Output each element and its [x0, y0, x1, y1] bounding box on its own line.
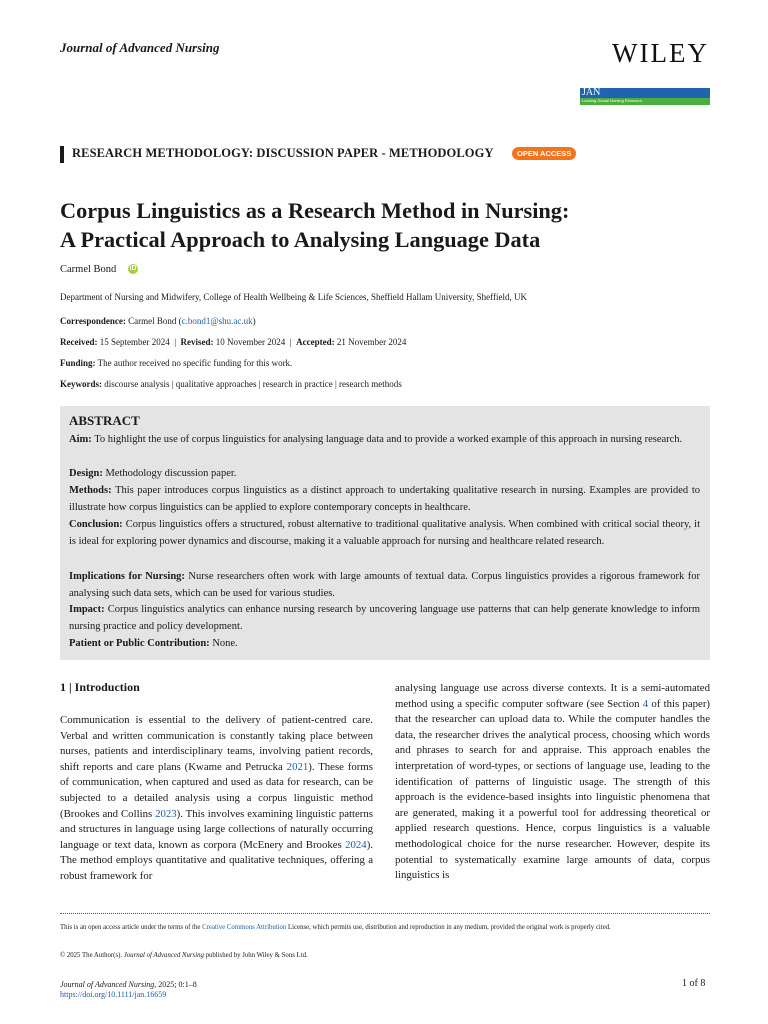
footer-volume: , 2025; 0:1–8: [154, 980, 197, 989]
keywords-label: Keywords:: [60, 379, 102, 389]
abstract-design: [69, 465, 700, 482]
received-date: 15 September 2024: [99, 337, 170, 347]
implications-text: Nurse researchers often work with large amounts of textual data. Corpus linguistics provides a rigorous framework for analysing such data sets, which can be used for various studies.: [69, 571, 701, 599]
abstract-public-contribution: [69, 635, 700, 652]
body-text: ). These forms of communication, when captured and used as data for research, can be subjected to a detailed analysis using a corpus linguistic method (Brookes and Collins: [60, 760, 373, 820]
license-text: License, which permits use, distribution and reproduction in any medium, provided the original work is properly cited.: [286, 924, 611, 931]
body-text: ). This involves examining linguistic patterns and structures in language using large collections of naturally occurring language or text data, known as corpora (McEnery and Brookes: [60, 807, 373, 851]
footer-journal: Journal of Advanced Nursing: [60, 980, 155, 989]
copyright-note: [60, 950, 710, 962]
funding-text: The author received no specific funding for this work.: [97, 358, 293, 368]
abstract-impact: [69, 601, 700, 635]
date-separator: |: [289, 337, 292, 347]
wiley-logo: WILEY: [612, 38, 709, 68]
conclusion-text: Corpus linguistics offers a structured, robust alternative to traditional qualitative analysis. When combined with critical social theory, it is ideal for exploring power dynamics and discourse, making it a valuable approach for nursing and healthcare related research.: [69, 519, 701, 547]
doi-link[interactable]: https://doi.org/10.1111/jan.16659: [60, 990, 167, 999]
impact-label: Impact:: [69, 604, 105, 615]
title-line-1: Corpus Linguistics as a Research Method in Nursing:: [60, 198, 570, 223]
accepted-label: Accepted:: [296, 337, 335, 347]
impact-text: Corpus linguistics analytics can enhance nursing research by uncovering language use patterns that can help generate knowledge to inform nursing practice and policy development.: [69, 604, 701, 632]
citation-link[interactable]: 2021: [286, 760, 309, 773]
affiliation: Department of Nursing and Midwifery, College of Health Wellbeing & Life Sciences, Sheffield Hallam University, Sheffield, UK: [60, 292, 527, 302]
keywords-text: discourse analysis | qualitative approaches | research in practice | research methods: [104, 379, 402, 389]
open-access-badge[interactable]: OPEN ACCESS: [512, 147, 576, 160]
methods-text: This paper introduces corpus linguistics as a distinct approach to undertaking qualitative research in nursing. Examples are provided to illustrate how corpus linguistics can be applied to explore contemporary concepts in healthcare.: [69, 485, 700, 513]
correspondence-name: Carmel Bond (: [128, 316, 182, 326]
date-separator: |: [174, 337, 177, 347]
implications-label: Implications for Nursing:: [69, 571, 185, 582]
abstract-implications: [69, 568, 700, 602]
body-column-left: [60, 713, 373, 885]
title-line-2: A Practical Approach to Analysing Language Data: [60, 227, 541, 252]
correspondence-close: ): [252, 316, 256, 326]
aim-text: To highlight the use of corpus linguistics for analysing language data and to provide a worked example of this approach in nursing research.: [94, 434, 683, 445]
body-text: analysing language use across diverse contexts. It is a semi-automated method using a specific computer software (see Section: [395, 682, 710, 710]
correspondence: [60, 316, 256, 326]
jan-logo: [580, 88, 710, 105]
introduction-heading: 1 | Introduction: [60, 680, 140, 694]
section-link[interactable]: 4: [642, 697, 649, 710]
dates-line: [60, 337, 406, 347]
journal-name: Journal of Advanced Nursing: [60, 40, 220, 55]
copyright-text: published by John Wiley & Sons Ltd.: [203, 952, 308, 959]
section-marker-bar: [60, 146, 64, 163]
keywords-line: [60, 379, 402, 389]
copyright-text: © 2025 The Author(s).: [60, 952, 124, 959]
revised-date: 10 November 2024: [215, 337, 286, 347]
abstract-methods: [69, 482, 700, 516]
revised-label: Revised:: [180, 337, 214, 347]
copyright-journal: Journal of Advanced Nursing: [123, 952, 204, 959]
methods-label: Methods:: [69, 485, 112, 496]
page-number: 1 of 8: [682, 978, 706, 989]
abstract-aim: [69, 431, 700, 448]
footer-citation: [60, 980, 197, 989]
design-text: Methodology discussion paper.: [105, 468, 237, 479]
received-label: Received:: [60, 337, 98, 347]
design-label: Design:: [69, 468, 103, 479]
conclusion-label: Conclusion:: [69, 519, 123, 530]
author-name[interactable]: Carmel Bond: [60, 264, 117, 275]
article-title: [60, 196, 740, 254]
cc-license-link[interactable]: Creative Commons Attribution: [202, 924, 287, 931]
section-label: RESEARCH METHODOLOGY: DISCUSSION PAPER - METHODOLOGY: [72, 146, 494, 160]
accepted-date: 21 November 2024: [336, 337, 407, 347]
orcid-icon[interactable]: iD: [129, 265, 137, 272]
aim-label: Aim:: [69, 434, 92, 445]
citation-link[interactable]: 2023: [155, 807, 177, 820]
jan-logo-text: JAN: [582, 87, 601, 98]
correspondence-label: Correspondence:: [60, 316, 126, 326]
abstract-heading: ABSTRACT: [69, 413, 140, 428]
correspondence-email-link[interactable]: c.bond1@shu.ac.uk: [181, 316, 253, 326]
license-text: This is an open access article under the terms of the: [60, 924, 203, 931]
body-text: of this paper) that the researcher can upload data to. While the computer handles the data, the researcher drives the analytical process, choosing which words and phrases to search for and appraise. This approach enables the interpretation of word-types, or sections of language use, leading to the identification of patterns of linguistic usage. The strength of this approach is the evidence-based insights into linguistic phenomena that are generated, making it a powerful tool for addressing theoretical or applied research questions. Hence, corpus linguistics is a valuable methodological choice for the nurse researcher. However, despite its potential to systematically examine large amounts of data, corpus linguistics is: [395, 697, 711, 882]
body-text: Communication is essential to the delivery of patient-centred care. Verbal and written communication is constantly taking place between nurses, patients and interdisciplinary teams, involving patient records, shift reports and care plans (Kwame and Petrucka: [60, 714, 373, 773]
license-note: [60, 922, 710, 934]
ppc-label: Patient or Public Contribution:: [69, 638, 210, 649]
body-text: ). The method employs quantitative and qualitative techniques, offering a robust framework for: [60, 838, 373, 882]
abstract-conclusion: [69, 516, 700, 550]
citation-link[interactable]: 2024: [345, 838, 367, 851]
jan-logo-subtitle: Leading Global Nursing Research: [582, 98, 643, 103]
footnote-divider: [60, 913, 710, 914]
body-column-right: [395, 681, 710, 884]
ppc-text: None.: [212, 638, 238, 649]
funding-label: Funding:: [60, 358, 96, 368]
funding-line: [60, 358, 292, 368]
